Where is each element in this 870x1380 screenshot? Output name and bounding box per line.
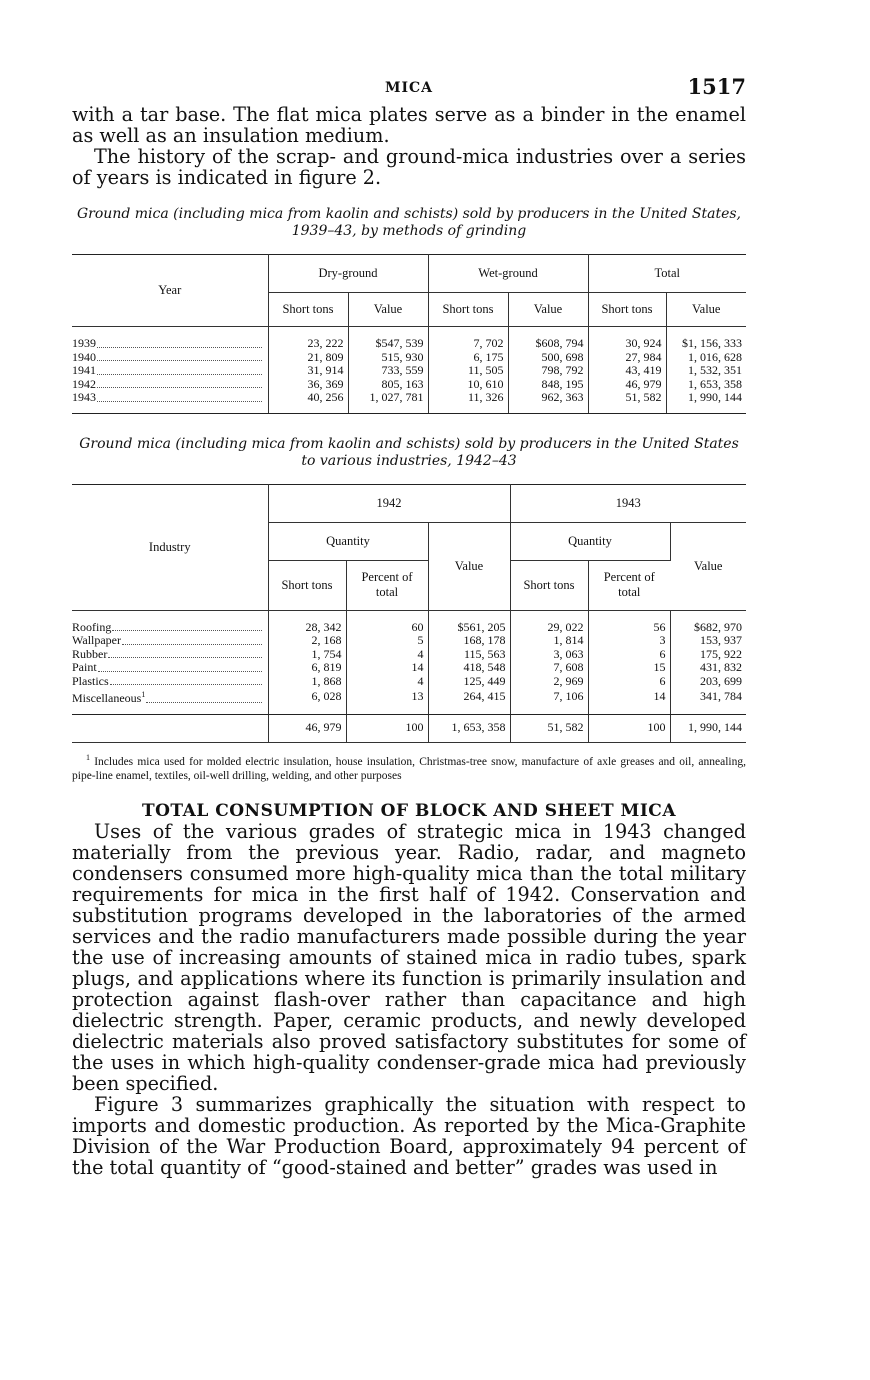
cell	[72, 714, 268, 743]
header-short-tons: Short tons	[268, 560, 346, 610]
cell: 30, 924	[588, 327, 666, 351]
header-short-tons: Short tons	[588, 293, 666, 327]
cell: 805, 163	[348, 378, 428, 392]
cell: 7, 702	[428, 327, 508, 351]
cell: 29, 022	[510, 610, 588, 634]
cell: $1, 156, 333	[682, 336, 742, 350]
cell: 21, 809	[268, 351, 348, 365]
header-1943: 1943	[510, 484, 746, 522]
cell: 6, 028	[268, 688, 346, 714]
header-value: Value	[428, 522, 510, 610]
footnote-mark: 1	[86, 753, 90, 762]
cell: 1, 532, 351	[688, 363, 742, 377]
running-title: MICA	[384, 80, 434, 96]
cell: 962, 363	[508, 391, 588, 413]
row-label: 1940	[72, 350, 96, 364]
header-percent-of-total: Percent of total	[588, 560, 670, 610]
cell: 1, 653, 358	[688, 376, 742, 391]
running-header	[72, 74, 746, 104]
cell: 6, 819	[268, 661, 346, 675]
table-row	[72, 351, 746, 365]
cell: 1, 990, 144	[666, 391, 746, 413]
cell: 51, 582	[588, 391, 666, 413]
header-wet-ground: Wet-ground	[428, 255, 588, 293]
header-year: Year	[72, 255, 268, 327]
header-quantity: Quantity	[510, 522, 670, 560]
cell: 100	[346, 714, 428, 743]
cell: 264, 415	[428, 688, 510, 714]
table1-caption: Ground mica (including mica from kaolin and schists) sold by producers in the United States, 1939–43, by methods of grinding	[77, 206, 741, 239]
cell: 46, 979	[588, 378, 666, 392]
cell: 13	[346, 688, 428, 714]
table-footnote	[72, 751, 746, 783]
footnote-ref: 1	[141, 690, 146, 699]
header-value: Value	[508, 293, 588, 327]
cell: 1, 754	[268, 648, 346, 662]
cell: 418, 548	[428, 661, 510, 675]
cell: 7, 106	[510, 688, 588, 714]
cell: 51, 582	[510, 714, 588, 743]
row-label: Paint	[72, 661, 97, 674]
header-industry: Industry	[72, 484, 268, 610]
cell: 6	[588, 675, 670, 689]
cell: 6, 175	[428, 351, 508, 365]
row-label: Miscellaneous$^1$	[72, 690, 146, 705]
header-value: Value	[348, 293, 428, 327]
cell: 14	[588, 688, 670, 714]
total-row	[72, 714, 746, 743]
cell: 46, 979	[268, 714, 346, 743]
header-short-tons: Short tons	[510, 560, 588, 610]
paragraph-3: Uses of the various grades of strategic mica in 1943 changed materially from the previous year. Radio, radar, and magneto condensers consumed more high-quality mica than the total military requirements for mica in the first half of 1942. Conservation and substitution programs developed in the laboratories of the armed services and the radio manufacturers made possible during the year the use of increasing amounts of stained mica in radio tubes, spark plugs, and applications where its function is primarily insulation and protection against flash-over rather than capacitance and high dielectric strength. Paper, ceramic products, and newly developed dielectric materials also proved satisfactory substitutes for some of the uses in which high-quality condenser-grade mica had previously been specified.	[72, 819, 746, 1095]
cell: 31, 914	[268, 364, 348, 378]
cell: 27, 984	[588, 351, 666, 365]
header-dry-ground: Dry-ground	[268, 255, 428, 293]
cell: 11, 326	[428, 391, 508, 413]
cell: 36, 369	[268, 378, 348, 392]
cell: 15	[588, 661, 670, 675]
cell: 1, 016, 628	[688, 349, 742, 364]
header-value: Value	[670, 522, 746, 610]
cell: $547, 539	[348, 327, 428, 351]
cell: 60	[346, 610, 428, 634]
cell: 1, 653, 358	[428, 714, 510, 743]
cell: 175, 922	[700, 646, 742, 661]
table-grinding-methods	[72, 254, 746, 414]
row-label: 1941	[72, 364, 96, 377]
cell: 23, 222	[268, 327, 348, 351]
cell: 56	[588, 610, 670, 634]
cell: 14	[346, 661, 428, 675]
footnote-text: Includes mica used for molded electric insulation, house insulation, Christmas-tree snow, manufacture of axle greases and oil, annealing, pipe-line enamel, textiles, oil-well drilling, welding, and other purposes	[72, 755, 746, 782]
cell: 1, 027, 781	[348, 391, 428, 413]
cell: 431, 832	[700, 660, 742, 674]
page-number: 1517	[687, 74, 746, 99]
cell: 515, 930	[348, 351, 428, 365]
header-quantity: Quantity	[268, 522, 428, 560]
paragraph-1: with a tar base. The flat mica plates serve as a binder in the enamel as well as an insulation medium.	[72, 103, 746, 147]
row-label: 1939	[72, 336, 96, 350]
cell: 100	[588, 714, 670, 743]
cell: 2, 969	[510, 675, 588, 689]
cell: 3, 063	[510, 648, 588, 662]
table-row	[72, 688, 746, 714]
cell: 500, 698	[508, 351, 588, 365]
cell: 115, 563	[428, 648, 510, 662]
row-label: Rubber	[72, 647, 108, 661]
cell: $682, 970	[694, 619, 742, 634]
cell: 733, 559	[348, 364, 428, 378]
header-short-tons: Short tons	[428, 293, 508, 327]
row-label: Plastics	[72, 674, 109, 688]
cell: $608, 794	[508, 327, 588, 351]
cell: 125, 449	[428, 675, 510, 689]
table-row	[72, 364, 746, 378]
cell: 1, 868	[268, 675, 346, 689]
table-row	[72, 648, 746, 662]
table-row	[72, 634, 746, 648]
table-row	[72, 661, 746, 675]
header-short-tons: Short tons	[268, 293, 348, 327]
cell: $561, 205	[428, 610, 510, 634]
cell: 10, 610	[428, 378, 508, 392]
cell: 6	[588, 648, 670, 662]
cell: 1, 990, 144	[670, 714, 746, 743]
paragraph-4: Figure 3 summarizes graphically the situation with respect to imports and domestic production. As reported by the Mica-Graphite Division of the War Production Board, approximately 94 percent of the total quantity of “good-stained and better” grades was used in	[72, 1092, 746, 1179]
header-percent-of-total: Percent of total	[346, 560, 428, 610]
header-total: Total	[588, 255, 746, 293]
cell: 168, 178	[428, 634, 510, 648]
section-heading: TOTAL CONSUMPTION OF BLOCK AND SHEET MICA	[141, 800, 677, 821]
cell: 203, 699	[700, 673, 742, 688]
cell: 4	[346, 675, 428, 689]
cell: 3	[588, 634, 670, 648]
cell: 341, 784	[670, 688, 746, 714]
row-label: Wallpaper	[72, 634, 122, 647]
header-value: Value	[666, 293, 746, 327]
cell: 40, 256	[268, 391, 348, 413]
row-label: Roofing	[72, 619, 112, 634]
table2-caption: Ground mica (including mica from kaolin and schists) sold by producers in the United States to various industries, 1942–43	[79, 435, 739, 469]
table-row	[72, 610, 746, 634]
table-row	[72, 327, 746, 351]
row-label: 1943	[72, 391, 96, 404]
cell: 43, 419	[588, 364, 666, 378]
table-row	[72, 675, 746, 689]
table-row	[72, 378, 746, 392]
table-industries	[72, 484, 746, 744]
cell: 798, 792	[508, 364, 588, 378]
cell: 11, 505	[428, 364, 508, 378]
cell: 4	[346, 648, 428, 662]
header-1942: 1942	[268, 484, 510, 522]
cell: 28, 342	[268, 610, 346, 634]
row-label: 1942	[72, 377, 96, 391]
table-row	[72, 391, 746, 413]
cell: 5	[346, 634, 428, 648]
cell: 7, 608	[510, 661, 588, 675]
paragraph-2: The history of the scrap- and ground-mica industries over a series of years is indicated in figure 2.	[72, 145, 746, 189]
cell: 1, 814	[510, 634, 588, 648]
cell: 848, 195	[508, 378, 588, 392]
cell: 2, 168	[268, 634, 346, 648]
cell: 153, 937	[700, 633, 742, 647]
document-page	[72, 74, 746, 1178]
